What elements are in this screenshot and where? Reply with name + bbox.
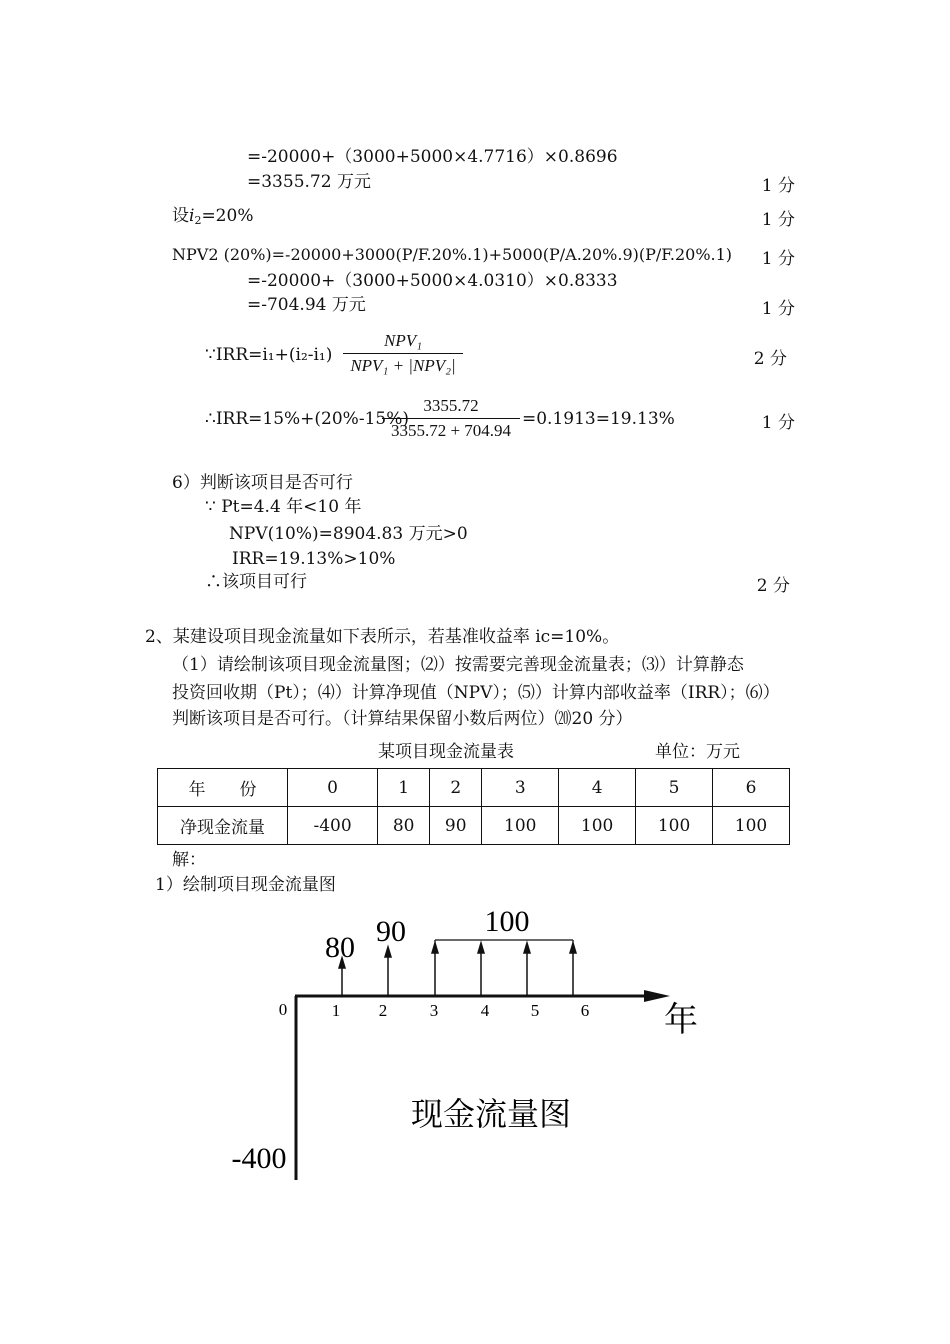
set-i2-var: i [189,206,195,226]
inflow-label-100: 100 [484,905,530,938]
flow-cell: 100 [713,807,790,845]
calc-line-2: =3355.72 万元 [247,172,371,192]
tick-label-2: 2 [378,1001,388,1020]
year-label: 年 份 [158,769,288,807]
irr-formula-left: ∵IRR=i₁+(i₂-i₁) [205,345,333,365]
set-i2-sub: 2 [194,214,202,227]
judge-title: 6）判断该项目是否可行 [172,473,353,493]
irr-formula-numerator: NPV₁ [383,331,423,350]
year-cell: 0 [288,769,378,807]
inflow-label-90: 90 [376,915,406,948]
inflow-label-80: 80 [325,931,355,964]
question2-tasks-3: 判断该项目是否可行。（计算结果保留小数后两位）⒇20 分） [172,709,633,729]
judge-pt: ∵ Pt=4.4 年<10 年 [205,497,362,517]
bracket-100 [435,940,573,946]
flow-cell: 100 [482,807,559,845]
step1-title: 1）绘制项目现金流量图 [155,875,336,895]
irr-result-right: =0.1913=19.13% [522,409,675,429]
axis-arrow [644,990,670,1002]
judge-npv: NPV(10%)=8904.83 万元>0 [229,524,468,544]
irr-result-left: ∴IRR=15%+(20%-15%) [205,409,409,429]
flow-cell: 100 [559,807,636,845]
score-npv2-calc-2: 1 分 [761,299,795,319]
flow-cell: 80 [378,807,430,845]
score-npv2: 1 分 [761,249,795,269]
tick-label-3: 3 [429,1001,439,1020]
tick-label-1: 1 [331,1001,341,1020]
table-unit: 单位：万元 [655,742,740,762]
calc-line-1: =-20000+（3000+5000×4.7716）×0.8696 [247,147,618,167]
year-cell: 4 [559,769,636,807]
year-cell: 3 [482,769,559,807]
year-cell: 5 [636,769,713,807]
inflow-arrowhead-4 [478,943,484,953]
inflow-arrowhead-5 [524,943,530,953]
year-cell: 2 [430,769,482,807]
set-i2-value: =20% [201,206,254,226]
judge-conclusion: ∴该项目可行 [205,572,307,592]
npv2-line: NPV2 (20%)=-20000+3000(P/F.20%.1)+5000(P/A.20%.9)(P/F.20%.1) [172,245,733,264]
irr-formula-denominator: NPV₁ + |NPV₂| [343,353,463,376]
tick-label-5: 5 [530,1001,540,1020]
score-set-i2: 1 分 [761,210,795,230]
irr-result-numerator: 3355.72 [423,396,479,415]
set-i2-prefix: 设 [172,206,189,226]
solution-label: 解： [172,850,206,870]
inflow-arrowhead-2 [385,947,391,957]
npv2-calc-1: =-20000+（3000+5000×4.0310）×0.8333 [247,271,618,291]
question2-intro: 2、某建设项目现金流量如下表所示，若基准收益率 ic=10%。 [145,627,620,647]
score-judge: 2 分 [756,576,790,596]
flow-label: 净现金流量 [158,807,288,845]
tick-label-4: 4 [480,1001,490,1020]
tick-label-6: 6 [580,1001,590,1020]
axis-label-year: 年 [664,1002,698,1039]
outflow-label: -400 [231,1142,287,1175]
question2-tasks-2: 投资回收期（Pt）；⑷）计算净现值（NPV）；⑸）计算内部收益率（IRR）；⑹） [172,683,780,703]
origin-label: 0 [278,1000,288,1019]
table-title: 某项目现金流量表 [378,742,514,762]
irr-result-denominator: 3355.72 + 704.94 [382,418,520,441]
year-cell: 6 [713,769,790,807]
question2-tasks-1: （1）请绘制该项目现金流量图；⑵）按需要完善现金流量表；⑶）计算静态 [172,655,744,675]
flow-cell: 90 [430,807,482,845]
flow-cell: -400 [288,807,378,845]
score-calc-line-2: 1 分 [761,176,795,196]
npv2-calc-2: =-704.94 万元 [247,295,366,315]
score-irr-formula: 2 分 [753,349,787,369]
diagram-title: 现金流量图 [410,1096,572,1132]
year-cell: 1 [378,769,430,807]
score-irr-result: 1 分 [761,413,795,433]
flow-cell: 100 [636,807,713,845]
judge-irr: IRR=19.13%>10% [232,549,396,569]
